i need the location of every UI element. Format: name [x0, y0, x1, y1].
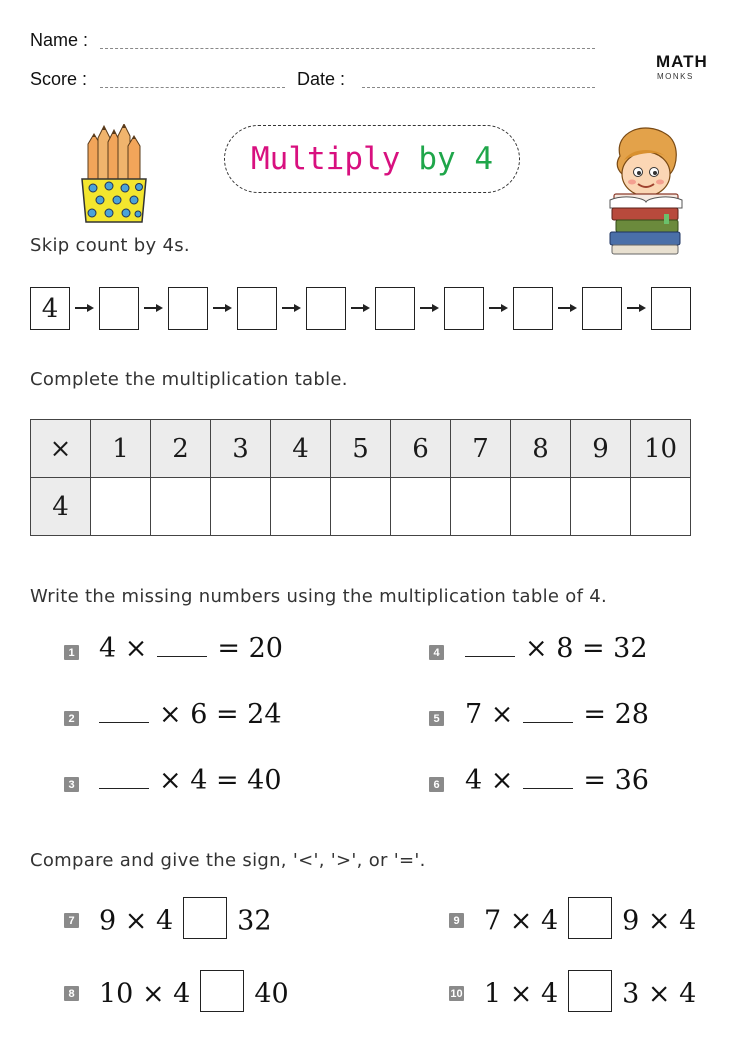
score-field-line[interactable]	[100, 87, 285, 88]
answer-blank[interactable]	[523, 788, 573, 789]
sign-answer-box[interactable]	[183, 897, 227, 939]
arrow-right-icon	[489, 303, 509, 313]
compare-problem-9	[484, 901, 696, 943]
expr-after: × 8 = 32	[525, 633, 648, 664]
problem-number-badge: 5	[429, 711, 444, 726]
table-answer-cell[interactable]	[91, 478, 151, 536]
arrow-right-icon	[420, 303, 440, 313]
compare-problem-10	[484, 974, 696, 1016]
compare-right: 3 × 4	[622, 978, 697, 1010]
skip-box-9[interactable]	[582, 287, 622, 330]
arrow-right-icon	[213, 303, 233, 313]
arrow-right-icon	[351, 303, 371, 313]
compare-left: 1 × 4	[484, 978, 559, 1010]
expr-after: = 20	[217, 633, 283, 664]
date-label: Date :	[297, 69, 346, 89]
name-label: Name :	[30, 30, 89, 50]
table-header-cell: 10	[631, 420, 691, 478]
logo-subtitle: MONKS	[657, 72, 694, 81]
problem-number-badge: 8	[64, 986, 79, 1001]
expr-before: 4 ×	[99, 633, 148, 664]
multiplication-table	[30, 419, 691, 536]
worksheet-title	[224, 125, 520, 193]
arrow-right-icon	[75, 303, 95, 313]
compare-instruction: Compare and give the sign, '<', '>', or '='.	[30, 850, 426, 871]
table-answer-cell[interactable]	[511, 478, 571, 536]
table-instruction: Complete the multiplication table.	[30, 369, 348, 390]
arrow-right-icon	[627, 303, 647, 313]
arrow-right-icon	[144, 303, 164, 313]
expr-after: = 36	[583, 765, 649, 796]
table-answer-cell[interactable]	[211, 478, 271, 536]
expr-after: = 28	[583, 699, 649, 730]
date-field-line[interactable]	[362, 87, 595, 88]
sign-answer-box[interactable]	[200, 970, 244, 1012]
skip-box-1: 4	[30, 287, 70, 330]
expr-before: 4 ×	[465, 765, 514, 796]
compare-left: 9 × 4	[99, 905, 174, 937]
table-header-cell: 4	[271, 420, 331, 478]
sign-answer-box[interactable]	[568, 897, 612, 939]
sign-answer-box[interactable]	[568, 970, 612, 1012]
table-row-label: 4	[31, 478, 91, 536]
table-header-cell: 9	[571, 420, 631, 478]
compare-left: 10 × 4	[99, 978, 191, 1010]
compare-right: 40	[254, 978, 289, 1010]
problem-number-badge: 6	[429, 777, 444, 792]
missing-problem-3	[89, 765, 282, 796]
title-multiply: Multiply	[251, 141, 401, 177]
table-header-cell: 7	[451, 420, 511, 478]
table-answer-cell[interactable]	[571, 478, 631, 536]
table-header-cell: 6	[391, 420, 451, 478]
title-by-4: by 4	[418, 141, 493, 177]
skip-box-8[interactable]	[513, 287, 553, 330]
score-label: Score :	[30, 69, 88, 89]
table-answer-cell[interactable]	[451, 478, 511, 536]
problem-number-badge: 9	[449, 913, 464, 928]
math-monks-logo	[656, 52, 716, 81]
skip-count-instruction: Skip count by 4s.	[30, 235, 190, 256]
skip-box-5[interactable]	[306, 287, 346, 330]
problem-number-badge: 1	[64, 645, 79, 660]
compare-problem-7	[99, 901, 272, 943]
table-answer-cell[interactable]	[631, 478, 691, 536]
table-answer-cell[interactable]	[151, 478, 211, 536]
table-corner-times: ×	[31, 420, 91, 478]
table-answer-cell[interactable]	[271, 478, 331, 536]
problem-number-badge: 3	[64, 777, 79, 792]
table-header-cell: 5	[331, 420, 391, 478]
missing-problem-6	[465, 765, 649, 796]
table-answer-cell[interactable]	[331, 478, 391, 536]
arrow-right-icon	[558, 303, 578, 313]
skip-box-2[interactable]	[99, 287, 139, 330]
skip-count-row	[30, 287, 692, 330]
skip-box-7[interactable]	[444, 287, 484, 330]
compare-left: 7 × 4	[484, 905, 559, 937]
table-header-cell: 2	[151, 420, 211, 478]
answer-blank[interactable]	[99, 788, 149, 789]
answer-blank[interactable]	[523, 722, 573, 723]
logo-wordmark: MATH	[656, 52, 708, 71]
table-answer-cell[interactable]	[391, 478, 451, 536]
answer-blank[interactable]	[157, 656, 207, 657]
problem-number-badge: 10	[450, 987, 463, 1000]
table-header-cell: 1	[91, 420, 151, 478]
answer-blank[interactable]	[465, 656, 515, 657]
skip-box-4[interactable]	[237, 287, 277, 330]
skip-box-6[interactable]	[375, 287, 415, 330]
name-field-line[interactable]	[100, 48, 595, 49]
compare-right: 9 × 4	[622, 905, 697, 937]
expr-before: 7 ×	[465, 699, 514, 730]
arrow-right-icon	[282, 303, 302, 313]
table-header-cell: 8	[511, 420, 571, 478]
missing-problem-2	[89, 699, 282, 730]
missing-instruction: Write the missing numbers using the multiplication table of 4.	[30, 586, 608, 607]
expr-after: × 6 = 24	[159, 699, 282, 730]
boy-reading-icon	[604, 122, 688, 256]
missing-problem-4	[455, 633, 648, 664]
compare-right: 32	[237, 905, 272, 937]
compare-problem-8	[99, 974, 289, 1016]
problem-number-badge: 7	[64, 913, 79, 928]
missing-problem-1	[99, 633, 283, 664]
table-answer-row	[31, 478, 691, 536]
problem-number-badge: 2	[64, 711, 79, 726]
skip-box-3[interactable]	[168, 287, 208, 330]
problem-number-badge: 4	[429, 645, 444, 660]
table-header-cell: 3	[211, 420, 271, 478]
expr-after: × 4 = 40	[159, 765, 282, 796]
missing-problem-5	[465, 699, 649, 730]
answer-blank[interactable]	[99, 722, 149, 723]
skip-box-10[interactable]	[651, 287, 691, 330]
pencil-cup-icon	[78, 124, 150, 224]
table-header-row	[31, 420, 691, 478]
